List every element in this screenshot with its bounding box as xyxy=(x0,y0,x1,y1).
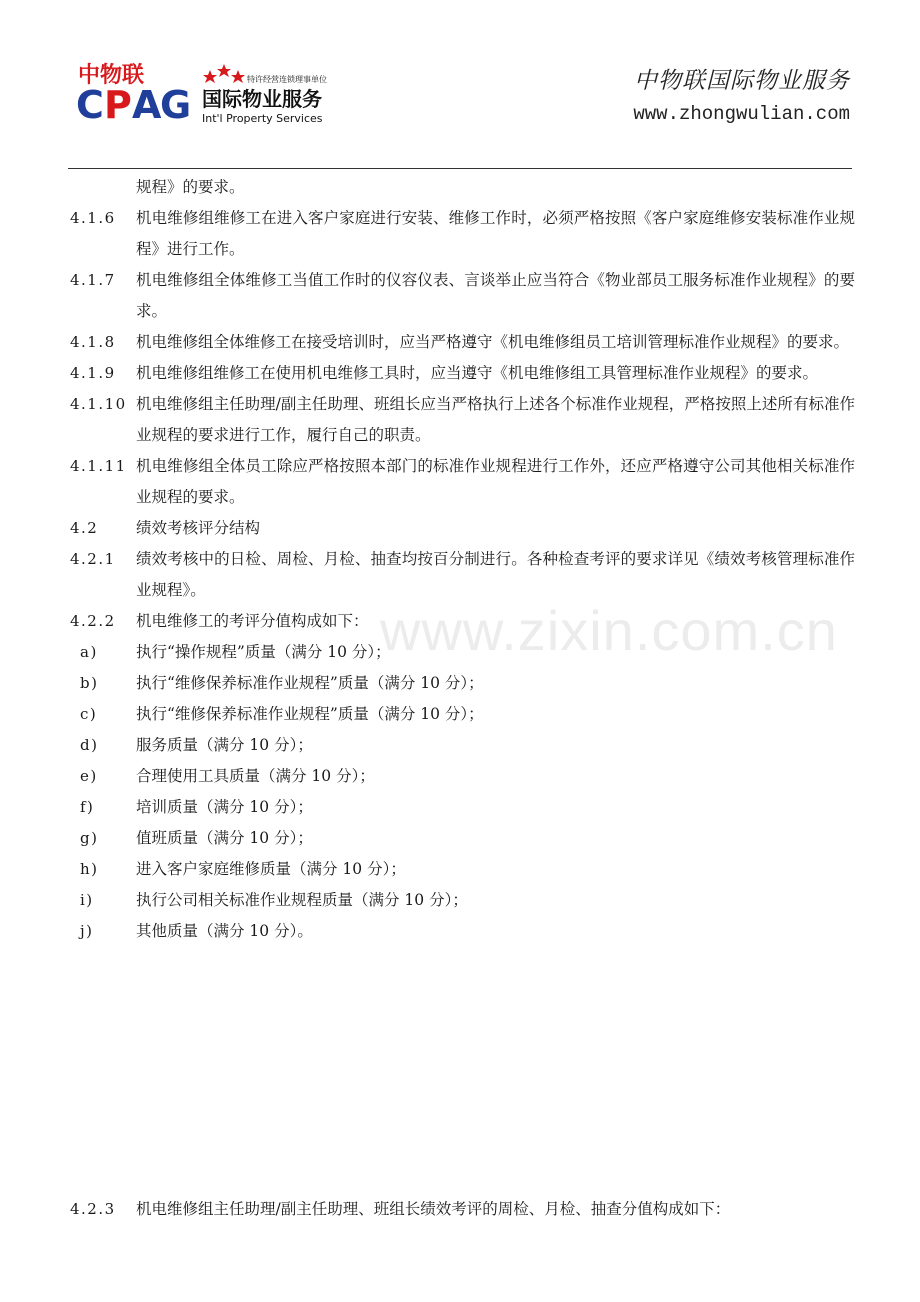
clause xyxy=(70,606,855,637)
logo-en-text: C xyxy=(76,83,103,127)
cpag-logo-graphic xyxy=(76,60,346,128)
clause xyxy=(70,1194,855,1225)
clause-text: 绩效考核中的日检、周检、月检、抽查均按百分制进行。各种检查考评的要求详见《绩效考核管理标准作业规程》。 xyxy=(136,550,855,599)
list-item-label: g) xyxy=(80,829,99,847)
clause-text: 机电维修组全体维修工在接受培训时，应当严格遵守《机电维修组员工培训管理标准作业规程》的要求。 xyxy=(136,333,850,351)
document-body xyxy=(70,172,855,947)
brand-url: www.zhongwulian.com xyxy=(633,103,850,125)
company-logo xyxy=(76,60,346,128)
list-item-text: 执行公司相关标准作业规程质量（满分 10 分）； xyxy=(136,891,468,909)
clause-number: 4.2.3 xyxy=(70,1200,116,1218)
page-header xyxy=(0,0,920,175)
clause xyxy=(70,203,855,265)
clause-4-2-3 xyxy=(70,1194,855,1225)
list-item xyxy=(70,668,855,699)
logo-en-text-a: A xyxy=(132,83,162,127)
logo-en-text-p: P xyxy=(104,83,132,127)
list-item xyxy=(70,730,855,761)
clause-text: 机电维修组主任助理/副主任助理、班组长应当严格执行上述各个标准作业规程，严格按照上述所有标准作业规程的要求进行工作，履行自己的职责。 xyxy=(136,395,855,444)
header-divider xyxy=(68,168,852,169)
list-item xyxy=(70,761,855,792)
list-item-text: 执行“维修保养标准作业规程”质量（满分 10 分）； xyxy=(136,705,484,723)
list-item xyxy=(70,792,855,823)
watermark: www.zixin.com.cn xyxy=(380,599,838,662)
clause-number: 4.2.2 xyxy=(70,612,116,630)
clause-text: 机电维修工的考评分值构成如下： xyxy=(136,612,369,630)
clause xyxy=(70,265,855,327)
clause xyxy=(70,389,855,451)
clause-number: 4.1.8 xyxy=(70,333,116,351)
clause xyxy=(70,451,855,513)
brand-name: 中物联国际物业服务 xyxy=(634,68,850,94)
clause xyxy=(70,513,855,544)
list-item-text: 培训质量（满分 10 分）； xyxy=(136,798,313,816)
clause-text: 机电维修组维修工在使用机电维修工具时，应当遵守《机电维修组工具管理标准作业规程》的要求。 xyxy=(136,364,819,382)
clause-text: 机电维修组主任助理/副主任助理、班组长绩效考评的周检、月检、抽查分值构成如下： xyxy=(136,1200,731,1218)
list-item-text: 服务质量（满分 10 分）； xyxy=(136,736,313,754)
list-item-text: 值班质量（满分 10 分）； xyxy=(136,829,313,847)
clause-number: 4.2 xyxy=(70,519,99,537)
logo-stars xyxy=(203,64,245,83)
clause-number: 4.1.9 xyxy=(70,364,116,382)
list-item-label: e) xyxy=(80,767,98,785)
continuation-text: 规程》的要求。 xyxy=(136,178,245,196)
list-item xyxy=(70,885,855,916)
list-item-text: 执行“维修保养标准作业规程”质量（满分 10 分）； xyxy=(136,674,484,692)
list-item xyxy=(70,637,855,668)
list-item-label: h) xyxy=(80,860,99,878)
logo-cn-text: 中物联 xyxy=(78,63,145,88)
list-item xyxy=(70,699,855,730)
list-item xyxy=(70,916,855,947)
clause-number: 4.1.10 xyxy=(70,395,127,413)
list-item-label: f) xyxy=(80,798,95,816)
logo-en-text-g: G xyxy=(160,83,192,127)
clause-text: 机电维修组全体员工除应严格按照本部门的标准作业规程进行工作外，还应严格遵守公司其他相关标准作业规程的要求。 xyxy=(136,457,855,506)
list-item-text: 合理使用工具质量（满分 10 分）； xyxy=(136,767,375,785)
list-item-label: b) xyxy=(80,674,99,692)
list-item-text: 其他质量（满分 10 分）。 xyxy=(136,922,313,940)
list-item-label: d) xyxy=(80,736,99,754)
clause-text: 机电维修组维修工在进入客户家庭进行安装、维修工作时，必须严格按照《客户家庭维修安装标准作业规程》进行工作。 xyxy=(136,209,855,258)
clause xyxy=(70,544,855,606)
logo-tagline: 特许经营连锁理事单位 xyxy=(247,75,327,84)
list-item-label: a) xyxy=(80,643,98,661)
list-item-label: i) xyxy=(80,891,94,909)
list-item-text: 执行“操作规程”质量（满分 10 分）； xyxy=(136,643,391,661)
clause-text: 绩效考核评分结构 xyxy=(136,519,261,537)
clause-text: 机电维修组全体维修工当值工作时的仪容仪表、言谈举止应当符合《物业部员工服务标准作业规程》的要求。 xyxy=(136,271,855,320)
list-item-text: 进入客户家庭维修质量（满分 10 分）； xyxy=(136,860,406,878)
clause-number: 4.2.1 xyxy=(70,550,116,568)
clause-number: 4.1.7 xyxy=(70,271,116,289)
clause xyxy=(70,358,855,389)
logo-en-service: Int'l Property Services xyxy=(202,112,323,125)
clause xyxy=(70,327,855,358)
list-item xyxy=(70,854,855,885)
header-brand xyxy=(633,66,850,126)
clause-number: 4.1.6 xyxy=(70,209,116,227)
list-item xyxy=(70,823,855,854)
list-item-label: c) xyxy=(80,705,98,723)
logo-cn-service: 国际物业服务 xyxy=(202,87,322,111)
list-item-label: j) xyxy=(80,922,94,940)
clause-number: 4.1.11 xyxy=(70,457,127,475)
